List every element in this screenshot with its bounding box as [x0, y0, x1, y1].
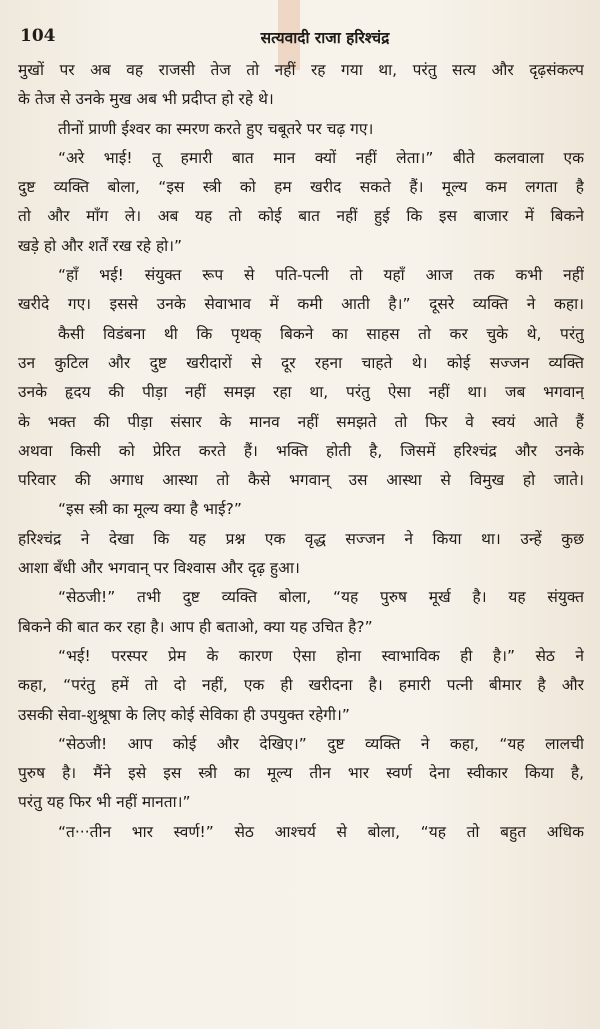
text-line: आशा बँधी और भगवान् पर विश्वास और दृढ़ हुआ। [18, 559, 300, 578]
text-line: कैसी विडंबना थी कि पृथक् बिकने का साहस तो कर चुके थे, परंतु [58, 324, 584, 343]
text-line: बिकने की बात कर रहा है। आप ही बताओ, क्या यह उचित है?” [18, 617, 373, 636]
page-header [0, 18, 600, 52]
text-line: “हाँ भई! संयुक्त रूप से पति-पत्नी तो यहाँ आज तक कभी नहीं [58, 266, 584, 285]
text-line: तीनों प्राणी ईश्वर का स्मरण करते हुए चबूतरे पर चढ़ गए। [58, 119, 374, 138]
text-line: खरीदे गए। इससे उनके सेवाभाव में कमी आती है।” दूसरे व्यक्ति ने कहा। [18, 295, 584, 314]
text-line: परंतु यह फिर भी नहीं मानता।” [18, 793, 191, 812]
running-title: सत्यवादी राजा हरिश्चंद्र [260, 29, 390, 47]
text-line: परिवार की अगाध आस्था तो कैसे भगवान् उस आस्था से विमुख हो जाते। [18, 471, 584, 490]
text-line: के तेज से उनके मुख अब भी प्रदीप्त हो रहे थे। [18, 90, 274, 109]
text-line: खड़े हो और शर्तें रख रहे हो।” [18, 236, 183, 255]
page-number: 104 [20, 26, 56, 46]
text-line: “अरे भाई! तू हमारी बात मान क्यों नहीं लेता।” बीते कलवाला एक [58, 148, 584, 167]
text-line: “इस स्त्री का मूल्य क्या है भाई?” [58, 500, 242, 519]
page-body [18, 56, 584, 847]
text-line: कहा, “परंतु हमें तो दो नहीं, एक ही खरीदना है। हमारी पत्नी बीमार है और [18, 676, 584, 695]
text-line: “सेठजी! आप कोई और देखिए।” दुष्ट व्यक्ति ने कहा, “यह लालची [58, 734, 584, 753]
text-line: दुष्ट व्यक्ति बोला, “इस स्त्री को हम खरीद सकते हैं। मूल्य कम लगता है [18, 178, 584, 197]
text-line: उन कुटिल और दुष्ट खरीदारों से दूर रहना चाहते थे। कोई सज्जन व्यक्ति [18, 353, 584, 372]
text-line: पुरुष है। मैंने इसे इस स्त्री का मूल्य तीन भार स्वर्ण देना स्वीकार किया है, [18, 764, 584, 783]
text-line: तो और माँग ले। अब यह तो कोई बात नहीं हुई कि इस बाजार में बिकने [18, 207, 584, 226]
text-line: “त···तीन भार स्वर्ण!” सेठ आश्चर्य से बोला, “यह तो बहुत अधिक [58, 822, 584, 841]
text-line: के भक्त की पीड़ा संसार के मानव नहीं समझते तो फिर वे स्वयं आते हैं [18, 412, 584, 431]
text-line: अथवा किसी को प्रेरित करते हैं। भक्ति होती है, जिसमें हरिश्चंद्र और उनके [18, 441, 584, 460]
text-line: “सेठजी!” तभी दुष्ट व्यक्ति बोला, “यह पुरुष मूर्ख है। यह संयुक्त [58, 588, 584, 607]
text-line: “भई! परस्पर प्रेम के कारण ऐसा होना स्वाभाविक ही है।” सेठ ने [58, 646, 584, 665]
text-line: उनके हृदय की पीड़ा नहीं समझ रहा था, परंतु ऐसा नहीं था। जब भगवान् [18, 383, 584, 402]
text-line: मुखों पर अब वह राजसी तेज तो नहीं रह गया था, परंतु सत्य और दृढ़संकल्प [18, 61, 584, 79]
text-line: उसकी सेवा-शुश्रूषा के लिए कोई सेविका ही उपयुक्त रहेगी।” [18, 705, 350, 724]
text-line: हरिश्चंद्र ने देखा कि यह प्रश्न एक वृद्ध सज्जन ने किया था। उन्हें कुछ [18, 529, 584, 548]
